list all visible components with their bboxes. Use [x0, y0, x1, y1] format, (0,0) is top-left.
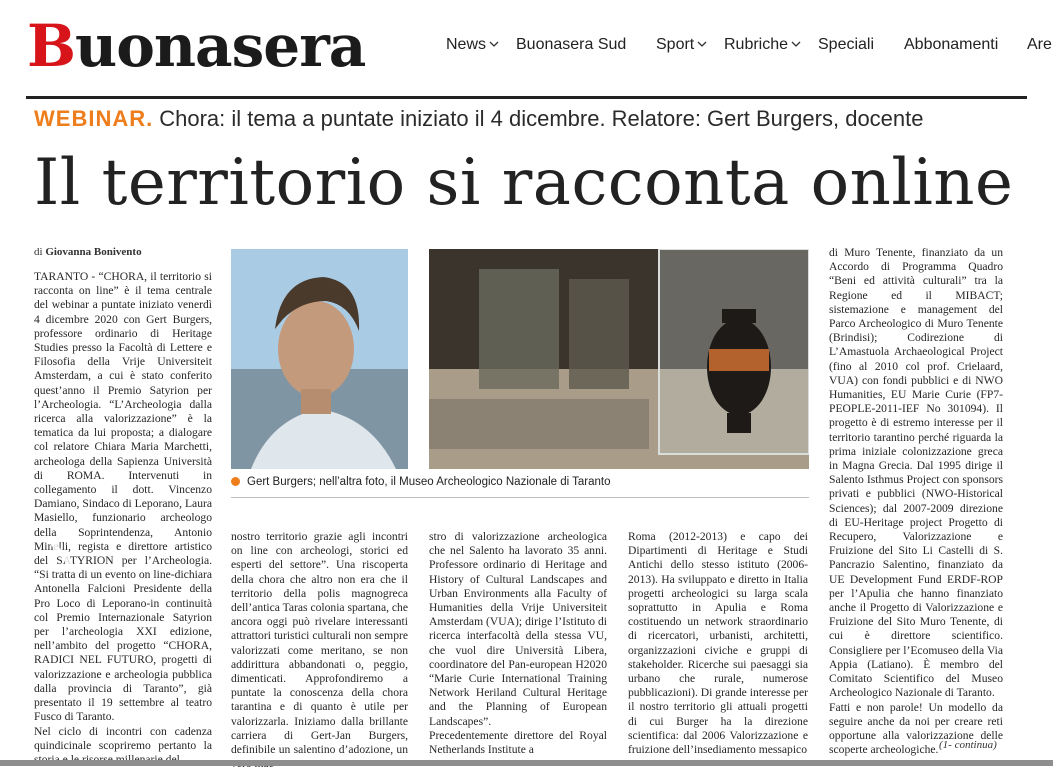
article-column-1	[34, 270, 212, 767]
nav-label: Abbonamenti	[904, 36, 999, 53]
nav-label: Speciali	[818, 36, 875, 53]
article-column-2	[231, 530, 408, 771]
site-header	[0, 0, 1053, 94]
article-column-5	[829, 246, 1003, 757]
paragraph: TARANTO - “CHORA, il territorio si racconta on line” è il tema centrale del webinar a puntate iniziato venerdì 4 dicembre 2020 con Gert Burgers, professore ordinario di Heritage Studies presso la Facoltà di Lettere e Filosofia della Vrije Universiteit Amsterdam, a cui è stato conferito quest’anno il Premio Satyrion per l’Archeologia. “L’Archeologia dalla ricerca alla valorizzazione” è la tematica da lui proposta; a dialogare col relatore Chiara Maria Marchetti, archeologa della Sapienza Università di ROMA. Intervenuti in collegamento il dott. Vincenzo Damiano, Sindaco di Leporano, Laura Masiello, funzionario archeologo della Soprintendenza, Antonio Minelli, regista e direttore artistico del SATYRION per l’Archeologia. “Si tratta di un evento on line-dichiara Antonella Falcioni Presidente della Pro Loco di Leporano-in continuità col Premio Internazionale Satyrion per l’archeologia XXI edizione, nell’ambito del progetto “CHORA, RADICI NEL FUTURO, progetti di valorizzazione e archeologia pubblica dalla provincia di Taranto”, già presentato il 19 settembre al teatro Fusco di Taranto.	[34, 270, 212, 724]
kicker-tag: WEBINAR.	[34, 106, 154, 131]
logo-initial: B	[27, 12, 76, 80]
byline-prefix: di	[34, 246, 43, 258]
portrait-illustration	[231, 249, 408, 469]
nav-item-speciali[interactable]	[818, 36, 874, 54]
paragraph: Precedentemente direttore del Royal Netherlands Institute a	[429, 728, 607, 757]
museum-illustration	[429, 249, 809, 469]
caption-text: Gert Burgers; nell’altra foto, il Museo Archeologico Nazionale di Taranto	[247, 476, 611, 488]
chevron-left-icon	[46, 520, 80, 570]
nav-item-abbonamenti[interactable]	[904, 36, 998, 54]
paragraph: Roma (2012-2013) e capo dei Dipartimenti di Heritage e Studi Antichi dello stesso istituto (2006-2013). Ha sviluppato e diretto in Italia progetti archeologici su larga scala soprattutto in Apulia e Roma costituendo un network straordinario di ricercatori, urbanisti, architetti, organizzazioni civiche e gruppi di stakeholder. Ricerche sui paesaggi sia urbano che rurale, numerose pubblicazioni). Di grande interesse per il nostro territorio gli attuali progetti di cui Burger ha la direzione scientifica: dal 2006 Valorizzazione e fruizione dell’insediamento messapico	[628, 530, 808, 757]
chevron-down-icon	[489, 41, 499, 47]
paragraph: Fatti e non parole! Un modello da seguire anche da noi per creare reti opportune alla valorizzazione delle scoperte archeologiche.	[829, 700, 1003, 757]
nav-item-sport[interactable]	[656, 36, 707, 54]
previous-arrow-button[interactable]	[46, 520, 80, 570]
nav-label: Sport	[656, 36, 695, 53]
portrait-photo	[231, 249, 408, 469]
nav-item-aree[interactable]	[1027, 36, 1052, 54]
photo-caption	[231, 476, 611, 488]
byline-author: Giovanna Bonivento	[45, 246, 142, 258]
nav-label: Are	[1027, 36, 1052, 53]
article-top-rule	[26, 96, 1027, 99]
paragraph: nostro territorio grazie agli incontri on line con archeologi, storici ed esperti del settore”. Una riscoperta della chora che altro non era che il territorio della polis magnogreca dell’antica Taras colonia spartana, che ancora oggi può rivelare interessanti attrattori turistici culturali non sempre valorizzati come meritano, se non addirittura abbandonati o, peggio, dimenticati. Approfondiremo a puntate la conoscenza della chora tarantina e di quanto è utile per valorizzarla. Iniziamo dalla brillante carriera di Gert-Jan Burgers, definibile un salentino d’adozione, un	[231, 530, 408, 757]
main-nav	[0, 36, 1053, 58]
nav-label: News	[446, 36, 487, 53]
nav-item-news[interactable]	[446, 36, 499, 54]
continued-note: (1- continua)	[939, 739, 997, 751]
caption-divider	[231, 497, 809, 498]
nav-label: Rubriche	[724, 36, 789, 53]
paragraph: Nel ciclo di incontri con cadenza quindicinale scopriremo pertanto la	[34, 724, 212, 752]
article-column-3	[429, 530, 607, 757]
kicker-text: Chora: il tema a puntate iniziato il 4 dicembre. Relatore: Gert Burgers, docente	[159, 106, 924, 131]
museum-photo	[429, 249, 809, 469]
bottom-edge	[0, 760, 1053, 766]
paragraph: stro di valorizzazione archeologica che nel Salento ha lavorato 35 anni. Professore ordinario di Heritage and History of Cultural Landscapes and Urban Environments alla Faculty of Humanities della Vrije Universiteit Amsterdam (VUA); dirige l’Istituto di ricerca interfacoltà della stessa VU, che vuol dire Università Libera, coordinatore del Pan-european H2020 “Marie Curie International Training Network Heriland Cultural Heritage and the Planning of European Landscapes”.	[429, 530, 607, 728]
caption-bullet-icon	[231, 477, 240, 486]
nav-item-rubriche[interactable]	[724, 36, 801, 54]
paragraph: di Muro Tenente, finanziato da un Accordo di Programma Quadro “Beni ed attività culturali” tra la Regione ed il MIBACT; sistemazione e management del Parco Archeologico di Muro Tenente (Brindisi); Codirezione di L’Amastuola Archaeological Project (fino al 2010 col prof. Crielaard, VUA) con fondi pubblici e di NWO Humanities, EU Marie Curie (FP7-PEOPLE-2011-IEF No 301094). Il progetto è di estremo interesse per il territorio tarantino perché riguarda la prima iniziale colonizzazione greca in Magna Grecia. Dal 1995 dirige il Salento Isthmus Project con sponsors privati e pubblici (NWO-Historical Sciences); dal 2007-2009 direzione di EU-Heritage project Progetto di Recupero, Valorizzazione e Fruizione del Sito Li Castelli di S. Pancrazio Salentino, finanziato da UE Development Fund ERDF-ROP per l’Apulia che hanno finanziato anche il Progetto di Valorizzazione e Fruizione del Sito Muro Tenente, di cui è direttore scientifico. Consigliere per l’Ecomuseo della Via Appia (Latiano). È membro del Comitato Scientifico del Museo Archeologico Nazionale di Taranto.	[829, 246, 1003, 700]
chevron-down-icon	[791, 41, 801, 47]
article-column-4	[628, 530, 808, 757]
article-headline: Il territorio si racconta online	[34, 146, 1014, 220]
nav-item-buonasera-sud[interactable]	[516, 36, 626, 54]
article-byline	[34, 246, 142, 258]
nav-label: Buonasera Sud	[516, 36, 627, 53]
logo-text: uonasera	[75, 12, 366, 80]
chevron-down-icon	[697, 41, 707, 47]
article-kicker	[34, 104, 924, 134]
